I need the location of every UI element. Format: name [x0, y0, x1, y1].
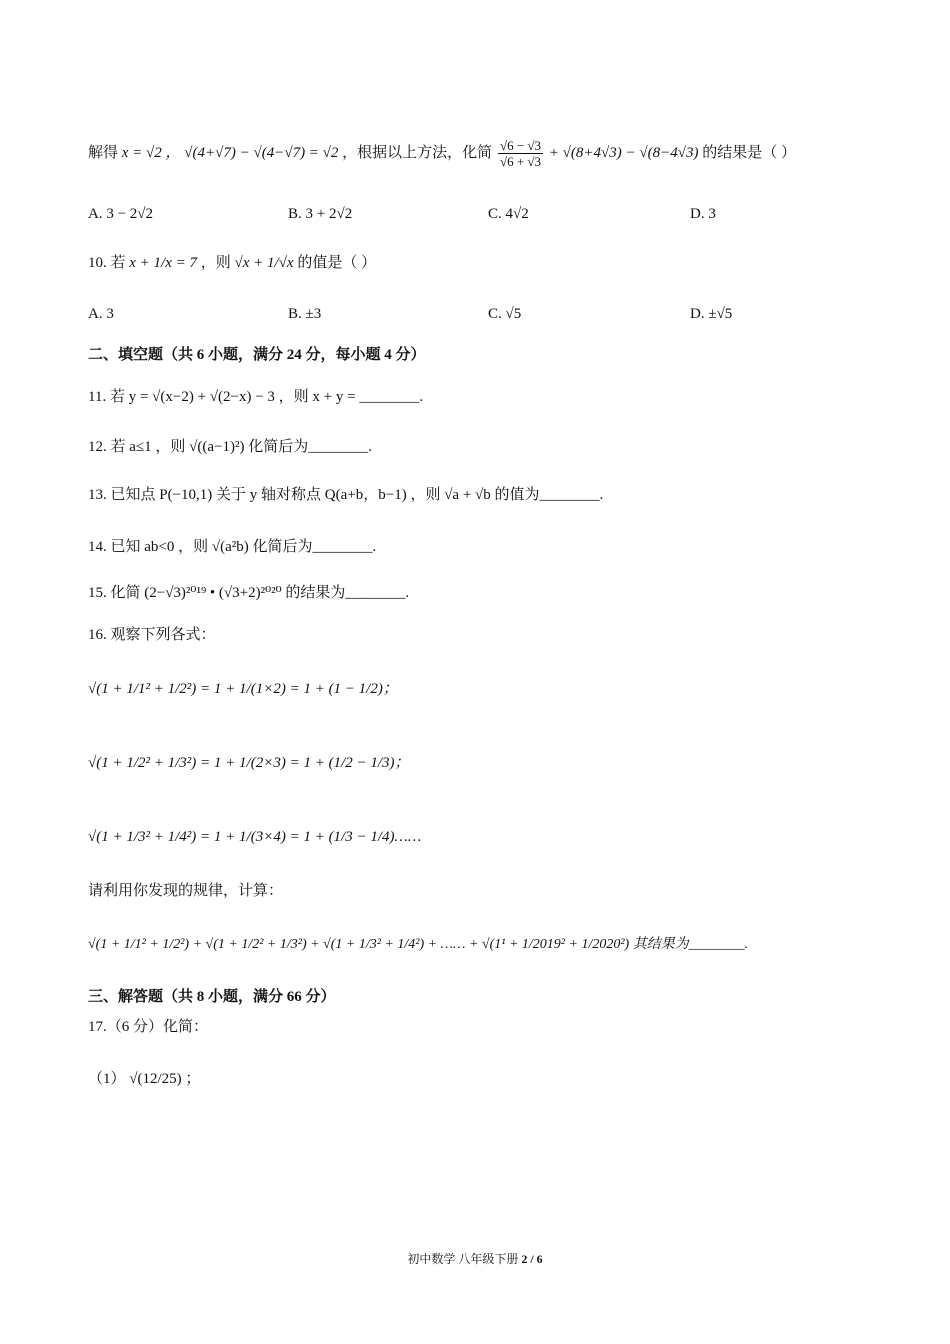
q9-stem [88, 138, 796, 169]
q10-option-d: D. ±√5 [690, 306, 733, 322]
q13: 13. 已知点 P(−10,1) 关于 y 轴对称点 Q(a+b，b−1) ，则 √a + √b 的值为________. [88, 487, 604, 503]
q16-sum: √(1 + 1/1² + 1/2²) + √(1 + 1/2² + 1/3²) + √(1 + 1/3² + 1/4²) + …… + √(1¹ + 1/2019² + 1/2020²) 其结果为________. [88, 937, 749, 952]
q9-lead: 解得 [88, 144, 119, 161]
footer-label: 初中数学 八年级下册 [407, 1252, 519, 1266]
q10-stem [88, 252, 376, 274]
q10-expr: x + 1/x = 7 [129, 255, 197, 271]
q9-option-d: D. 3 [690, 206, 716, 222]
q9-expr3: + √(8+4√3) − √(8−4√3) [548, 144, 699, 161]
q12: 12. 若 a≤1 ，则 √((a−1)²) 化简后为________. [88, 439, 372, 455]
page-footer [0, 1250, 950, 1267]
q15: 15. 化简 (2−√3)²⁰¹⁹ • (√3+2)²⁰²⁰ 的结果为________. [88, 585, 410, 601]
q16-equation-3: √(1 + 1/3² + 1/4²) = 1 + 1/(3×4) = 1 + (1/3 − 1/4)…… [88, 829, 422, 845]
footer-page-number: 2 / 6 [521, 1252, 543, 1266]
q9-tail: 的结果是（ ） [702, 144, 796, 161]
q10-option-c: C. √5 [488, 306, 522, 322]
q11: 11. 若 y = √(x−2) + √(2−x) − 3 ，则 x + y = ________. [88, 389, 424, 405]
q9-fraction [498, 138, 543, 169]
q9-frac-num: √6 − √3 [499, 138, 542, 153]
q10-option-a: A. 3 [88, 306, 114, 322]
q9-frac-den: √6 + √3 [499, 154, 542, 169]
q16-prompt: 请利用你发现的规律，计算： [88, 883, 284, 899]
q10-tail: 的值是（ ） [297, 255, 377, 271]
q10-mid: ，则 [200, 255, 231, 271]
q17-stem: 17.（6 分）化简： [88, 1019, 209, 1035]
section2-heading: 二、填空题（共 6 小题，满分 24 分，每小题 4 分） [88, 347, 426, 363]
q9-option-b: B. 3 + 2√2 [288, 206, 353, 222]
q10-option-b: B. ±3 [288, 306, 322, 322]
q9-expr1: x = √2 ， [121, 144, 181, 161]
q17-part1: （1） √(12/25) ； [88, 1071, 201, 1087]
q16-equation-1: √(1 + 1/1² + 1/2²) = 1 + 1/(1×2) = 1 + (1 − 1/2)； [88, 681, 398, 697]
section3-heading: 三、解答题（共 8 小题，满分 66 分） [88, 989, 336, 1005]
q9-expr2: √(4+√7) − √(4−√7) = √2 [184, 144, 339, 161]
q9-option-a: A. 3 − 2√2 [88, 206, 154, 222]
q10-lead: 10. 若 [88, 255, 126, 271]
q16-equation-2: √(1 + 1/2² + 1/3²) = 1 + 1/(2×3) = 1 + (1/2 − 1/3)； [88, 755, 410, 771]
q9-mid: ，根据以上方法，化简 [342, 144, 493, 161]
q9-option-c: C. 4√2 [488, 206, 529, 222]
q16-stem: 16. 观察下列各式： [88, 627, 216, 643]
q10-expr2: √x + 1/√x [234, 255, 294, 271]
q14: 14. 已知 ab<0 ，则 √(a²b) 化简后为________. [88, 539, 377, 555]
